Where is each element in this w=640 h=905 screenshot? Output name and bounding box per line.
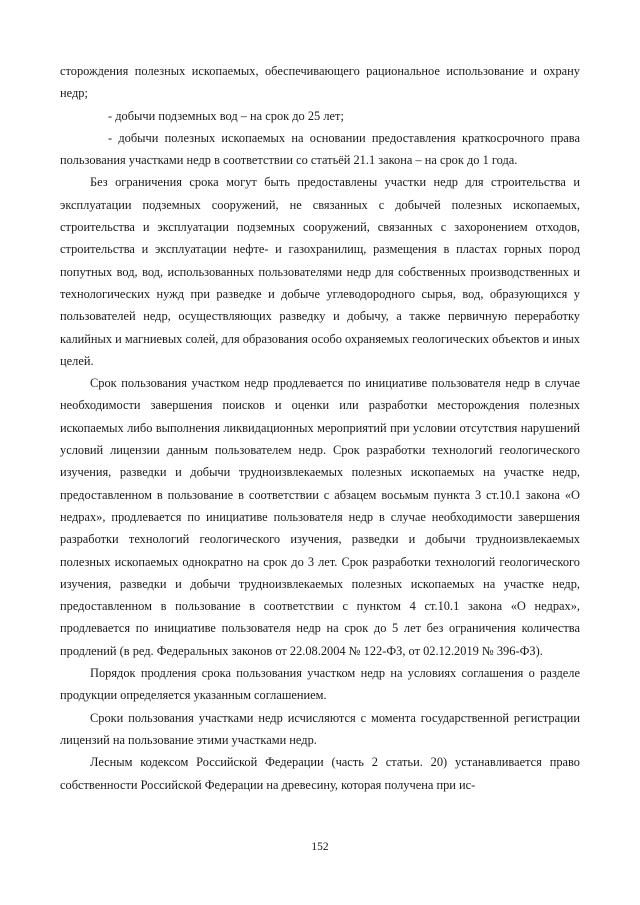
- paragraph-continuation: сторождения полезных ископаемых, обеспечивающего рациональное использование и охрану недр;: [60, 64, 580, 101]
- paragraph-term-calculation: Сроки пользования участками недр исчисляются с момента государственной регистрации лицензий на пользование этими участками недр.: [60, 710, 580, 747]
- body-text: [60, 60, 580, 796]
- paragraph-production-sharing: Порядок продления срока пользования участком недр на условиях соглашения о разделе продукции определяется указанным соглашением.: [60, 666, 580, 703]
- list-item-groundwater: - добычи подземных вод – на срок до 25 лет;: [108, 108, 344, 123]
- paragraph-unlimited-term: Без ограничения срока могут быть предоставлены участки недр для строительства и эксплуатации подземных сооружений, не связанных с добычей полезных ископаемых, строительства и эксплуатации подземных сооружений, связанных с захоронением отходов, строительства и эксплуатации нефте- и газохранилищ, размещения в пластах горных пород попутных вод, вод, использованных пользователями недр для собственных производственных и технологических нужд при разведке и добыче углеводородного сырья, вод, образующихся у пользователей недр, осуществляющих разведку и добычу, а также первичную переработку калийных и магниевых солей, для образования особо охраняемых геологических объектов и иных целей.: [60, 175, 580, 368]
- page-number: 152: [311, 841, 329, 853]
- list-item-short-term-use: - добычи полезных ископаемых на основании предоставления краткосрочного права пользования участками недр в соответствии со статьёй 21.1 закона – на срок до 1 года.: [60, 130, 580, 168]
- paragraph-term-extension: Срок пользования участком недр продлевается по инициативе пользователя недр в случае необходимости завершения поисков и оценки или разработки месторождения полезных ископаемых либо выполнения ликвидационных мероприятий при условии отсутствия нарушений условий лицензии данным пользователем недр. Срок разработки технологий геологического изучения, разведки и добычи трудноизвлекаемых полезных ископаемых на участке недр, предоставленном в пользование в соответствии с абзацем восьмым пункта 3 ст.10.1 закона «О недрах», продлевается по инициативе пользователя недр в случае необходимости завершения разработки технологий геологического изучения, разведки и добычи трудноизвлекаемых полезных ископаемых однократно на срок до 3 лет. Срок разработки технологий геологического изучения, разведки и добычи трудноизвлекаемых полезных ископаемых на участке недр, предоставленном в пользование в соответствии с пунктом 4 ст.10.1 закона «О недрах», продлевается по инициативе пользователя недр на срок до 5 лет без ограничения количества продлений (в ред. Федеральных законов от 22.08.2004 № 122-ФЗ, от 02.12.2019 № 396-ФЗ).: [60, 376, 580, 658]
- paragraph-forest-code: Лесным кодексом Российской Федерации (часть 2 статьи. 20) устанавливается право собственности Российской Федерации на древесину, которая получена при ис-: [60, 755, 580, 792]
